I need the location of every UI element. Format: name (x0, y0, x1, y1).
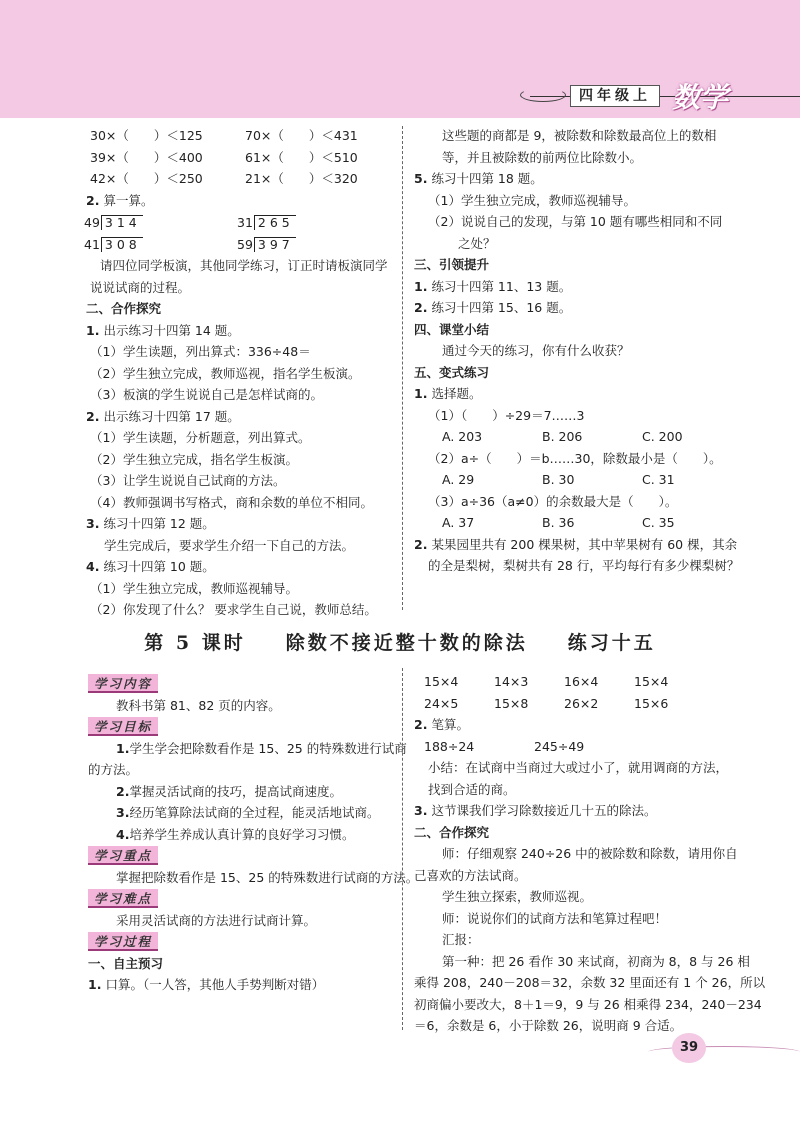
sub-item: （2）你发现了什么？ 要求学生自己说，教师总结。 (90, 602, 377, 617)
item (86, 321, 390, 343)
item-number: 2. (86, 408, 100, 424)
item-text: 选择题。 (431, 386, 482, 401)
mc-stem: （3）a÷36（a≠0）的余数最大是（ ）。 (428, 493, 678, 509)
paragraph: ＝6，余数是 6，小于除数 26，说明商 9 合适。 (414, 1018, 683, 1033)
divisor: 59 (237, 237, 253, 252)
oral-problem: 16×4 (564, 674, 599, 689)
item (414, 277, 744, 299)
item-text: 出示练习十四第 17 题。 (103, 408, 240, 424)
mc-option: C. 31 (642, 472, 675, 487)
mc-option: B. 36 (542, 515, 575, 530)
paragraph: 通过今天的练习，你有什么收获？ (442, 343, 630, 358)
mc-option: A. 29 (442, 472, 475, 487)
bottom-left-column (88, 674, 419, 997)
item-text: 出示练习十四第 14 题。 (103, 322, 240, 338)
item-number: 1. (414, 386, 428, 401)
subject-logo: 数学 (672, 81, 729, 114)
item-text: 某果园里共有 200 棵果树，其中苹果树有 60 棵，其余 (431, 536, 738, 552)
goal-number: 1. (116, 740, 130, 756)
mc-stem: （1）（ ）÷29＝7……3 (428, 407, 585, 423)
section-heading: 二、合作探究 (86, 301, 162, 316)
item (414, 535, 744, 557)
item-number: 5. (414, 171, 428, 186)
tag-key-points: 学习重点 (88, 846, 158, 865)
item-text: 练习十四第 10 题。 (103, 559, 215, 574)
mc-options (414, 513, 744, 535)
goal-text: 掌握灵活试商的技巧，提高试商速度。 (129, 783, 342, 799)
long-division (84, 213, 237, 233)
divisor: 31 (237, 215, 253, 230)
inequality: 30×（ ）＜125 (90, 128, 203, 143)
paragraph: 师：仔细观察 240÷26 中的被除数和除数，请用你自 (442, 846, 738, 861)
header-swirl-decoration (520, 88, 566, 102)
tag-learning-goals: 学习目标 (88, 717, 158, 736)
tag-learning-process: 学习过程 (88, 932, 158, 951)
divisor: 41 (84, 237, 100, 252)
paragraph: 己喜欢的方法试商。 (414, 867, 527, 883)
lesson-number: 第 5 课时 (144, 632, 246, 654)
tag-difficult-points: 学习难点 (88, 889, 158, 908)
item-number: 2. (414, 717, 428, 732)
question-text: 算一算。 (103, 192, 154, 208)
bottom-right-column (414, 672, 766, 1038)
paragraph: 师：说说你们的试商方法和笔算过程吧！ (442, 910, 668, 926)
paragraph: 学生完成后，要求学生介绍一下自己的方法。 (104, 537, 355, 553)
item-number: 2. (414, 300, 428, 315)
mc-stem: （2）a÷（ ）＝b……30，除数最小是（ ）。 (428, 450, 722, 466)
section-heading: 四、课堂小结 (414, 321, 490, 337)
written-problem: 245÷49 (534, 738, 585, 754)
item-text: 练习十四第 12 题。 (103, 516, 215, 531)
paragraph: 找到合适的商。 (428, 781, 516, 797)
paragraph: 汇报： (442, 932, 480, 947)
inequality: 42×（ ）＜250 (90, 171, 203, 186)
inequality: 39×（ ）＜400 (90, 149, 203, 165)
goal-number: 4. (116, 826, 130, 842)
goal (88, 739, 407, 761)
item (414, 298, 744, 320)
goal-text: 的方法。 (88, 762, 139, 777)
section-heading: 五、变式练习 (414, 364, 490, 380)
mc-option: B. 30 (542, 472, 575, 487)
item-text: 口算。（一人答，其他人手势判断对错） (105, 977, 325, 992)
mc-option: A. 203 (442, 429, 483, 444)
inequality-row (90, 148, 390, 170)
goal (88, 825, 396, 847)
lesson-name: 除数不接近整十数的除法 (285, 632, 528, 654)
sub-item: （3）让学生说说自己试商的方法。 (90, 473, 286, 488)
tag-learning-content: 学习内容 (88, 674, 158, 693)
oral-problem: 15×6 (634, 695, 669, 711)
oral-row (414, 672, 744, 694)
sub-item: （2）学生独立完成，指名学生板演。 (90, 451, 298, 467)
paragraph: 掌握把除数看作是 15、25 的特殊数进行试商的方法。 (116, 869, 419, 885)
paragraph: 这些题的商都是 9，被除数和除数最高位上的数相 (442, 128, 717, 143)
paragraph: 学生独立探索，教师巡视。 (442, 889, 593, 904)
mc-option: B. 206 (542, 429, 583, 444)
goal (88, 803, 396, 825)
dividend: 397 (254, 237, 296, 252)
paragraph: 等，并且被除数的前两位比除数小。 (442, 149, 643, 165)
item-number: 3. (414, 803, 428, 818)
sub-item: （1）学生独立完成，教师巡视辅导。 (90, 580, 298, 596)
oral-problem: 26×2 (564, 695, 599, 711)
item (86, 514, 390, 536)
written-problem: 188÷24 (424, 738, 475, 754)
top-right-column (414, 126, 744, 578)
item (88, 975, 396, 997)
mc-option: C. 35 (642, 515, 675, 530)
inequality-row (90, 169, 390, 191)
long-division (84, 235, 237, 255)
page-number-curve (648, 1046, 800, 1058)
long-division-row (84, 212, 390, 234)
dividend: 308 (101, 237, 143, 252)
lesson-title (0, 628, 800, 655)
oral-problem: 15×4 (634, 674, 669, 689)
oral-problem: 15×8 (494, 695, 529, 711)
item-text: 练习十四第 11、13 题。 (431, 278, 572, 294)
mc-option: A. 37 (442, 515, 475, 530)
inequality-row (90, 126, 390, 148)
sub-item: （1）学生读题，列出算式：336÷48＝ (90, 344, 311, 359)
item-number: 1. (86, 322, 100, 338)
item-text: 练习十四第 18 题。 (431, 171, 543, 186)
item-text: 这节课我们学习除数接近几十五的除法。 (431, 803, 657, 818)
question-2 (86, 191, 390, 213)
item-number: 1. (414, 278, 428, 294)
mc-options (414, 470, 744, 492)
dividend: 265 (254, 215, 296, 230)
section-heading: 一、自主预习 (88, 955, 164, 971)
sub-item: （4）教师强调书写格式，商和余数的单位不相同。 (90, 494, 373, 510)
goal-number: 2. (116, 783, 130, 799)
sub-item: （2）学生独立完成，教师巡视，指名学生板演。 (90, 365, 361, 381)
question-number: 2. (86, 192, 100, 208)
sub-item: （1）学生独立完成，教师巡视辅导。 (428, 192, 636, 208)
divisor: 49 (84, 215, 100, 230)
top-left-column (84, 126, 390, 622)
item-text: 练习十四第 15、16 题。 (431, 300, 572, 315)
paragraph: 小结：在试商中当商过大或过小了，就用调商的方法， (428, 760, 729, 775)
paragraph: 的全是梨树，梨树共有 28 行，平均每行有多少棵梨树？ (428, 558, 740, 573)
sub-item: （2）说说自己的发现，与第 10 题有哪些相同和不同 (428, 214, 723, 229)
paragraph: 请四位同学板演，其他同学练习，订正时请板演同学 (100, 258, 388, 273)
oral-row (414, 694, 744, 716)
item (414, 384, 744, 406)
goal-text: 经历笔算除法试商的全过程，能灵活地试商。 (129, 805, 380, 820)
mc-option: C. 200 (642, 429, 683, 444)
column-divider (402, 668, 403, 1030)
paragraph: 初商偏小要改大，8＋1＝9，9 与 26 相乘得 234，240－234 (414, 996, 762, 1012)
lesson-exercise: 练习十五 (567, 632, 656, 654)
paragraph: 教科书第 81、82 页的内容。 (116, 697, 281, 713)
sub-item: （1）学生读题，分析题意，列出算式。 (90, 430, 311, 445)
inequality: 61×（ ）＜510 (245, 149, 358, 165)
page-number: 39 (672, 1033, 706, 1063)
dividend: 314 (101, 215, 143, 230)
item (86, 557, 390, 579)
inequality: 21×（ ）＜320 (245, 171, 358, 186)
goal-text: 培养学生养成认真计算的良好学习习惯。 (129, 826, 355, 842)
paragraph: 采用灵活试商的方法进行试商计算。 (116, 912, 317, 928)
section-heading: 二、合作探究 (414, 824, 490, 840)
column-divider (402, 126, 403, 610)
goal (88, 782, 396, 804)
long-division (237, 213, 390, 233)
oral-problem: 24×5 (424, 695, 459, 711)
grade-label: 四年级上 (570, 85, 660, 107)
item-number: 4. (86, 559, 100, 574)
item-number: 1. (88, 977, 102, 992)
item (414, 169, 744, 191)
paragraph: 说说试商的过程。 (90, 279, 191, 295)
written-row (414, 737, 744, 759)
item (86, 407, 390, 429)
sub-item: （3）板演的学生说说自己是怎样试商的。 (90, 387, 323, 402)
mc-options (414, 427, 744, 449)
item-number: 2. (414, 536, 428, 552)
item (414, 715, 744, 737)
paragraph: 第一种：把 26 看作 30 来试商，初商为 8，8 与 26 相 (442, 953, 750, 969)
inequality: 70×（ ）＜431 (245, 128, 358, 143)
sub-item: 之处？ (458, 235, 496, 251)
section-heading: 三、引领提升 (414, 257, 490, 272)
long-division (237, 235, 390, 255)
item (414, 801, 744, 823)
oral-problem: 14×3 (494, 674, 529, 689)
oral-problem: 15×4 (424, 674, 459, 689)
item-number: 3. (86, 516, 100, 531)
goal-text: 学生学会把除数看作是 15、25 的特殊数进行试商 (129, 740, 407, 756)
paragraph: 乘得 208，240－208＝32，余数 32 里面还有 1 个 26，所以 (414, 975, 766, 990)
long-division-row (84, 234, 390, 256)
item-text: 笔算。 (431, 717, 469, 732)
goal-number: 3. (116, 805, 130, 820)
